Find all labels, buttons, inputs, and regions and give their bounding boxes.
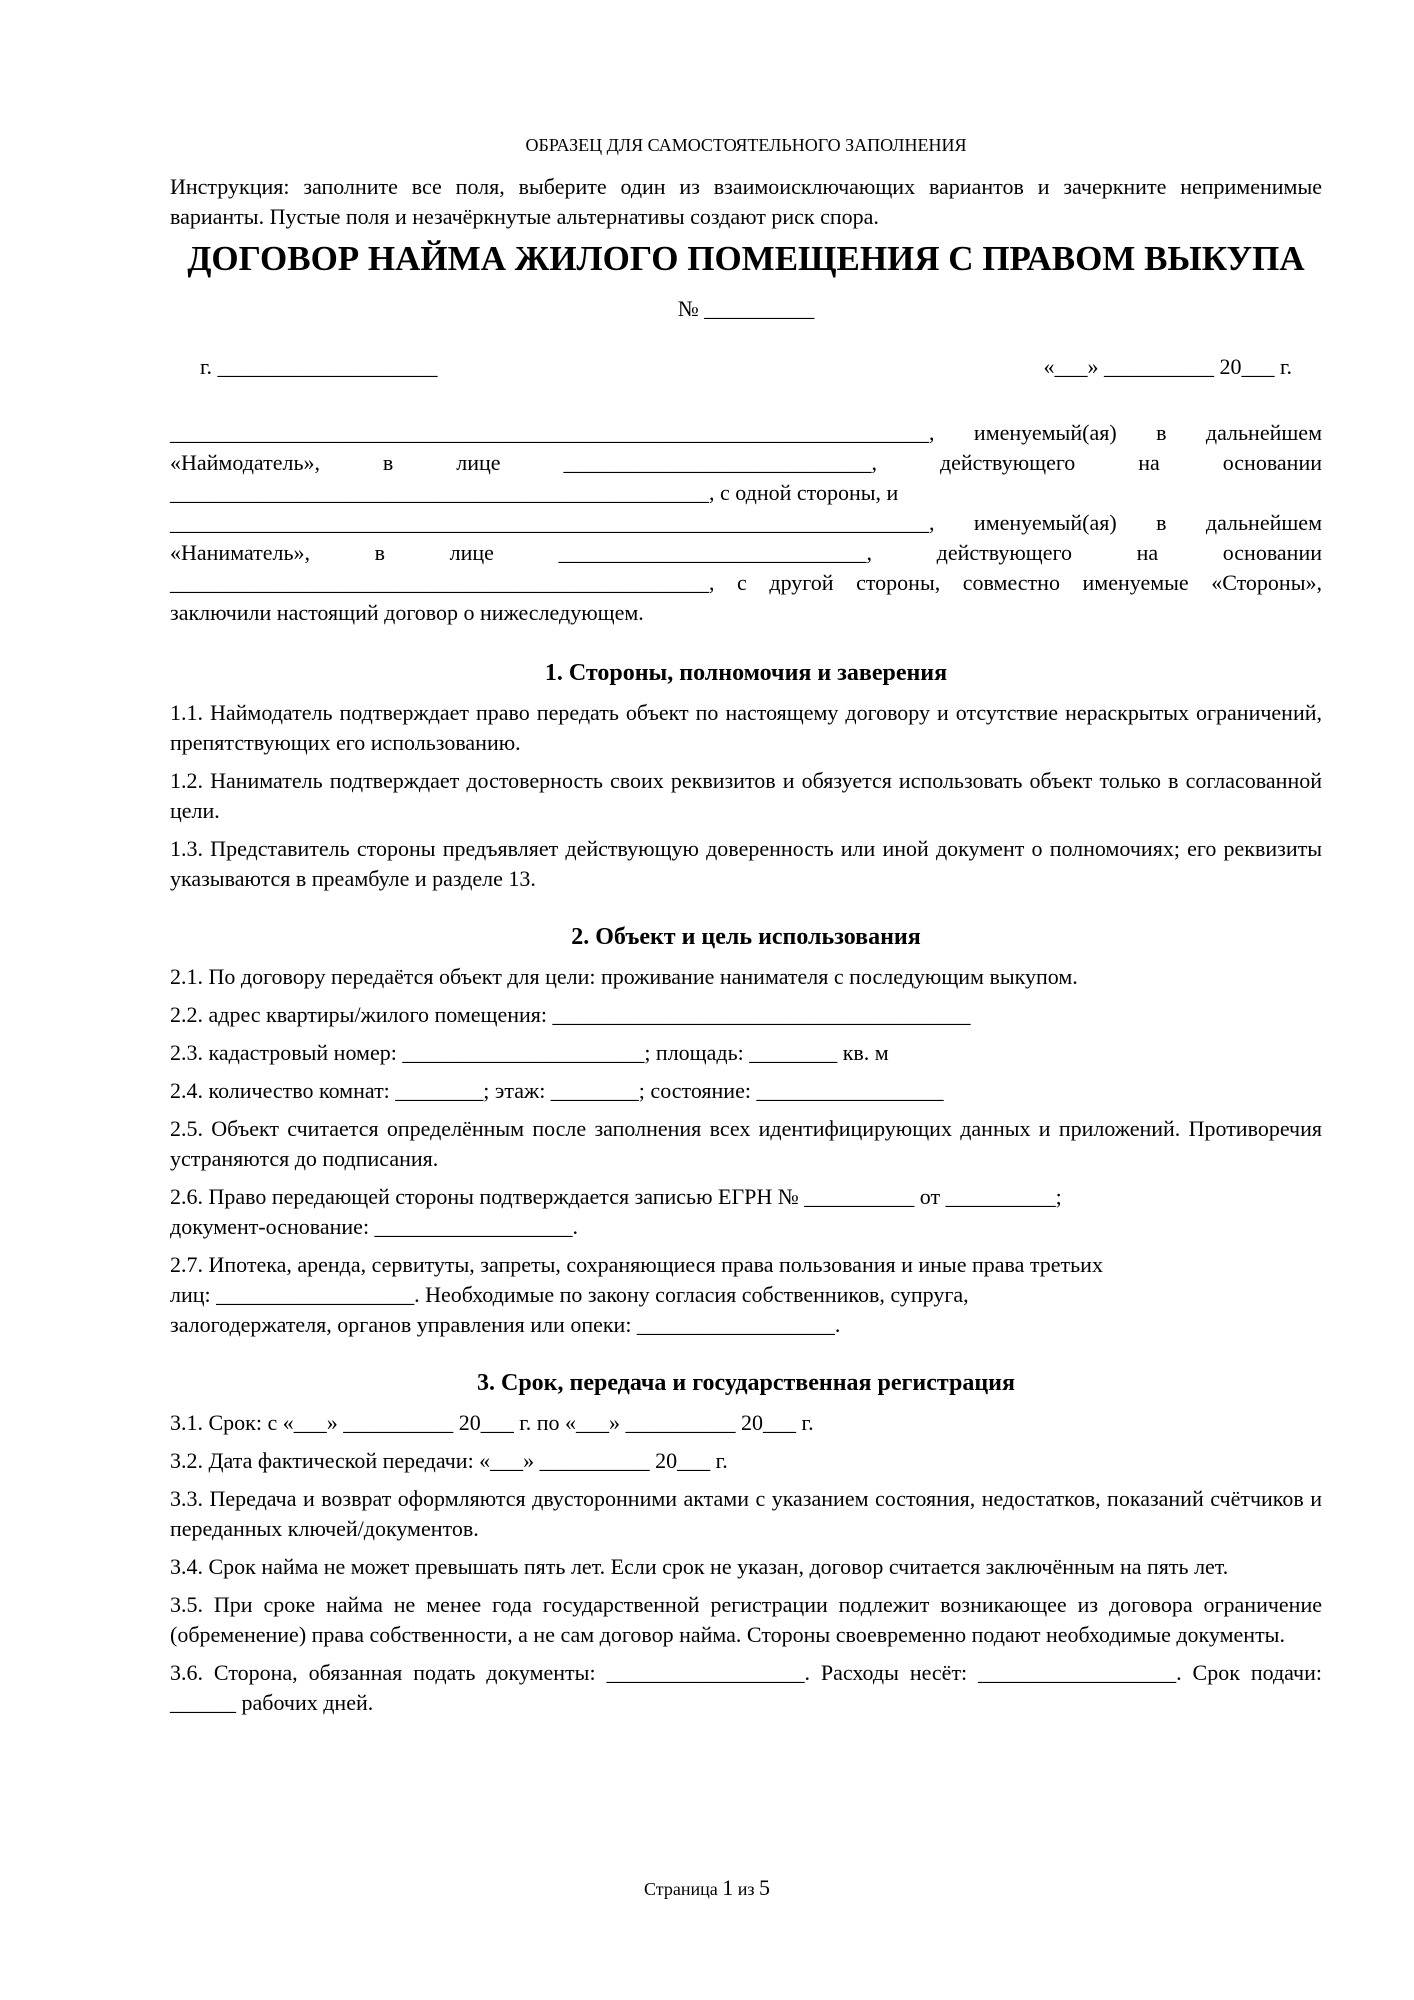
clause-2-7-line-3: залогодержателя, органов управления или опеки: __________________. bbox=[170, 1312, 841, 1337]
page-total: 5 bbox=[758, 1875, 770, 1900]
clause-2-7-line-1: 2.7. Ипотека, аренда, сервитуты, запреты, сохраняющиеся права пользования и иные права третьих bbox=[170, 1252, 1103, 1277]
clause-3-6: 3.6. Сторона, обязанная подать документы: __________________. Расходы несёт: __________________. Срок подачи: ______ рабочих дней. bbox=[170, 1660, 1322, 1715]
page-of: из bbox=[737, 1879, 755, 1899]
clause-2-6 bbox=[170, 1182, 1322, 1242]
section-2-title: 2. Объект и цель использования bbox=[571, 924, 921, 950]
clause-2-2: 2.2. адрес квартиры/жилого помещения: ______________________________________ bbox=[170, 1002, 971, 1027]
clause-2-3: 2.3. кадастровый номер: ______________________; площадь: ________ кв. м bbox=[170, 1040, 889, 1065]
clause-3-1: 3.1. Срок: с «___» __________ 20___ г. по «___» __________ 20___ г. bbox=[170, 1410, 814, 1435]
document-body bbox=[170, 134, 1322, 1726]
city-field: г. ____________________ bbox=[200, 354, 438, 379]
page-current: 1 bbox=[722, 1875, 734, 1900]
sample-banner: ОБРАЗЕЦ ДЛЯ САМОСТОЯТЕЛЬНОГО ЗАПОЛНЕНИЯ bbox=[525, 135, 967, 155]
instruction-text: Инструкция: заполните все поля, выберите один из взаимоисключающих вариантов и зачеркните неприменимые варианты. Пустые поля и незачёркнутые альтернативы создают риск спора. bbox=[170, 174, 1322, 229]
preamble-landlord: _____________________________________________________________________, именуемый(ая) в дальнейшем «Наймодатель», в лице ____________________________, действующего на основании _________________________________________________, с одной стороны, и bbox=[170, 420, 1322, 505]
clause-1-2: 1.2. Наниматель подтверждает достоверность своих реквизитов и обязуется использовать объект только в согласованной цели. bbox=[170, 768, 1322, 823]
clause-1-1: 1.1. Наймодатель подтверждает право передать объект по настоящему договору и отсутствие нераскрытых ограничений, препятствующих его использованию. bbox=[170, 700, 1322, 755]
section-3-title: 3. Срок, передача и государственная регистрация bbox=[477, 1370, 1015, 1396]
clause-2-7 bbox=[170, 1250, 1322, 1340]
clause-2-4: 2.4. количество комнат: ________; этаж: ________; состояние: _________________ bbox=[170, 1078, 944, 1103]
clause-3-3: 3.3. Передача и возврат оформляются двусторонними актами с указанием состояния, недостатков, показаний счётчиков и переданных ключей/документов. bbox=[170, 1486, 1322, 1541]
page-label: Страница bbox=[644, 1879, 718, 1899]
clause-2-6-line-2: документ-основание: __________________. bbox=[170, 1214, 579, 1239]
city-date-row bbox=[170, 352, 1322, 382]
clause-1-3: 1.3. Представитель стороны предъявляет действующую доверенность или иной документ о полномочиях; его реквизиты указываются в преамбуле и разделе 13. bbox=[170, 836, 1322, 891]
document-title: ДОГОВОР НАЙМА ЖИЛОГО ПОМЕЩЕНИЯ С ПРАВОМ ВЫКУПА bbox=[187, 239, 1305, 278]
clause-2-7-line-2: лиц: __________________. Необходимые по закону согласия собственников, супруга, bbox=[170, 1282, 969, 1307]
date-field: «___» __________ 20___ г. bbox=[1043, 354, 1292, 379]
clause-2-5: 2.5. Объект считается определённым после заполнения всех идентифицирующих данных и приложений. Противоречия устраняются до подписания. bbox=[170, 1116, 1322, 1171]
clause-3-5: 3.5. При сроке найма не менее года государственной регистрации подлежит возникающее из договора ограничение (обременение) права собственности, а не сам договор найма. Стороны своевременно подают необходимые документы. bbox=[170, 1592, 1322, 1647]
contract-number: № __________ bbox=[677, 296, 815, 321]
clause-3-2: 3.2. Дата фактической передачи: «___» __________ 20___ г. bbox=[170, 1448, 728, 1473]
clause-2-1: 2.1. По договору передаётся объект для цели: проживание нанимателя с последующим выкупом. bbox=[170, 964, 1078, 989]
clause-3-4: 3.4. Срок найма не может превышать пять лет. Если срок не указан, договор считается заключённым на пять лет. bbox=[170, 1554, 1229, 1579]
preamble-tenant: _____________________________________________________________________, именуемый(ая) в дальнейшем «Наниматель», в лице ____________________________, действующего на основании _________________________________________________, с другой стороны, совместно именуемые «Стороны», заключили настоящий договор о нижеследующем. bbox=[170, 510, 1322, 625]
section-1-title: 1. Стороны, полномочия и заверения bbox=[544, 660, 948, 686]
page-footer bbox=[0, 1876, 1414, 1901]
clause-2-6-line-1: 2.6. Право передающей стороны подтверждается записью ЕГРН № __________ от __________; bbox=[170, 1184, 1062, 1209]
